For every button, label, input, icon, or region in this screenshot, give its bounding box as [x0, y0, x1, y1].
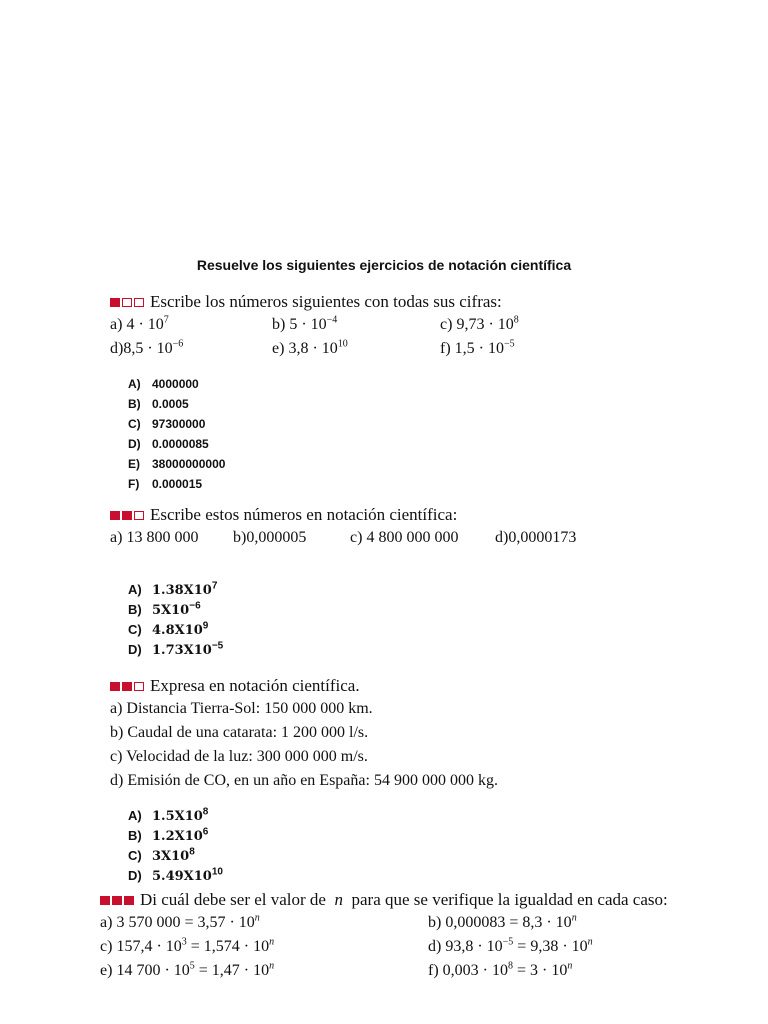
exercise-3-item-a: a) Distancia Tierra-Sol: 150 000 000 km. [110, 700, 373, 717]
list-item: E) 38000000000 [128, 457, 226, 471]
difficulty-icon [110, 682, 144, 691]
exercise-2-item-c: c) 4 800 000 000 [350, 529, 459, 546]
exercise-2-answers [128, 580, 223, 660]
page-title: Resuelve los siguientes ejercicios de notación científica [196, 257, 572, 273]
exercise-1-answers [128, 374, 225, 494]
exercise-1-item-b: b) $5 \cdot 10^{-4}$ [272, 314, 338, 333]
exercise-4-item-c: c) $157,4 \cdot 10^3 = 1,574 \cdot 10^n$ [100, 936, 275, 955]
list-item: D) 0.0000085 [128, 437, 209, 451]
exercise-1-heading [110, 292, 502, 312]
list-item: C) $3X10^8$ [128, 846, 195, 864]
exercise-3-heading [110, 676, 360, 696]
exercise-4-item-b: b) $0,000083 = 8,3 \cdot 10^n$ [428, 912, 577, 931]
exercise-1-item-e: e) $3,8 \cdot 10^{10}$ [272, 338, 348, 357]
exercise-4-item-d: d) $93,8 \cdot 10^{-5} = 9,38 \cdot 10^n$ [428, 936, 593, 955]
list-item: B) $5X10^{-6}$ [128, 600, 201, 618]
exercise-2-item-b: b)0,000005 [233, 529, 307, 546]
exercise-3-answers [128, 806, 223, 886]
exercise-1-heading-text: Escribe los números siguientes con todas sus cifras: [150, 292, 502, 311]
exercise-2-item-a: a) 13 800 000 [110, 529, 199, 546]
exercise-2-heading [110, 505, 457, 525]
exercise-1-item-c: c) $9,73 \cdot 10^8$ [440, 314, 519, 333]
exercise-3-heading-text: Expresa en notación científica. [150, 676, 360, 695]
list-item: B) $1.2X10^6$ [128, 826, 209, 844]
list-item: F) 0.000015 [128, 477, 203, 491]
exercise-4-heading: Di cuál debe ser el valor de n para que se verifique la igualdad en cada caso: [100, 890, 668, 910]
list-item: A) 4000000 [128, 377, 199, 391]
exercise-1-item-f: f) $1,5 \cdot 10^{-5}$ [440, 338, 515, 357]
exercise-3-item-d: d) Emisión de CO, en un año en España: 54 900 000 000 kg. [110, 772, 498, 789]
exercise-3-item-c: c) Velocidad de la luz: 300 000 000 m/s. [110, 748, 368, 765]
list-item: C) 97300000 [128, 417, 206, 431]
exercise-4-item-f: f) $0,003 \cdot 10^8 = 3 \cdot 10^n$ [428, 960, 573, 979]
difficulty-icon [110, 298, 144, 307]
list-item: C) $4.8X10^9$ [128, 620, 209, 638]
difficulty-icon [100, 896, 134, 905]
list-item: B) 0.0005 [128, 397, 189, 411]
list-item: A) $1.5X10^8$ [128, 806, 209, 824]
exercise-1-item-a: a) $4 \cdot 10^7$ [110, 314, 169, 333]
exercise-1-item-d: $d)8,5 \cdot 10^{-6}$ [110, 338, 184, 357]
exercise-2-heading-text: Escribe estos números en notación científica: [150, 505, 458, 524]
exercise-2-item-d: d)0,0000173 [495, 529, 577, 546]
exercise-3-item-b: b) Caudal de una catarata: 1 200 000 l/s. [110, 724, 369, 741]
exercise-4-item-e: e) 14 $700 \cdot 10^5 = 1,47 \cdot 10^n$ [100, 960, 275, 979]
list-item: D) $1.73X10^{-5}$ [128, 640, 224, 658]
list-item: D) $5.49X10^{10}$ [128, 866, 223, 884]
difficulty-icon [110, 511, 144, 520]
exercise-4-item-a: a) 3 570 $000 = 3,57 \cdot 10^n$ [100, 912, 260, 931]
list-item: A) $1.38X10^7$ [128, 580, 218, 598]
